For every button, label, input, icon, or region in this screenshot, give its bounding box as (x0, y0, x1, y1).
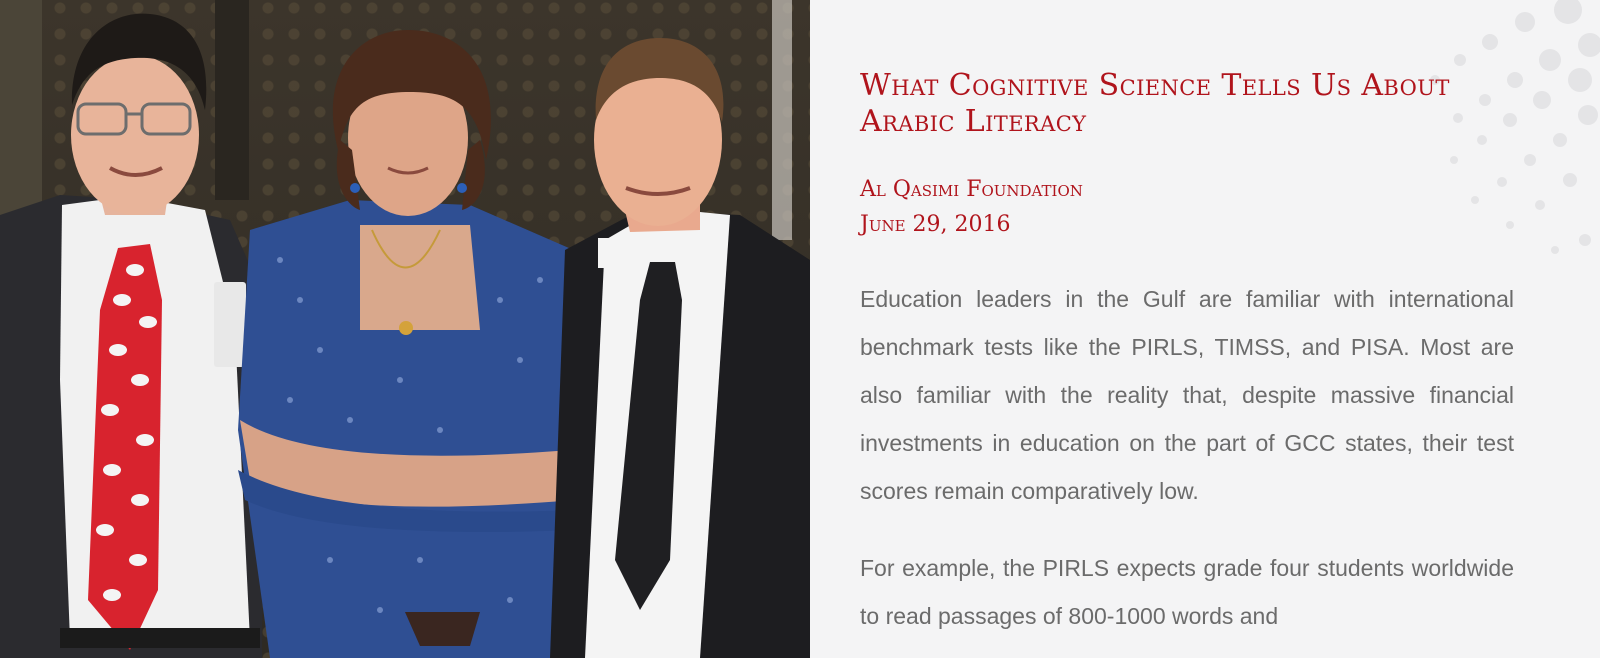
article-meta (860, 172, 1083, 242)
article-author: Al Qasimi Foundation (860, 177, 1083, 202)
article-panel (810, 0, 1600, 658)
person-center (238, 30, 585, 658)
article-date: June 29, 2016 (860, 212, 1011, 237)
article-paragraph: For example, the PIRLS expects grade four students worldwide to read passages of 800-1000 words and (860, 555, 1514, 629)
person-left (0, 14, 265, 658)
person-right (550, 38, 810, 658)
article-paragraph: Education leaders in the Gulf are familiar with international benchmark tests like the PIRLS, TIMSS, and PISA. Most are also familiar with the reality that, despite massive financial investments in education on the part of GCC states, their test scores remain comparatively low. (860, 286, 1514, 504)
article-body (860, 275, 1514, 658)
article-title: What Cognitive Science Tells Us About Arabic Literacy (860, 68, 1450, 139)
